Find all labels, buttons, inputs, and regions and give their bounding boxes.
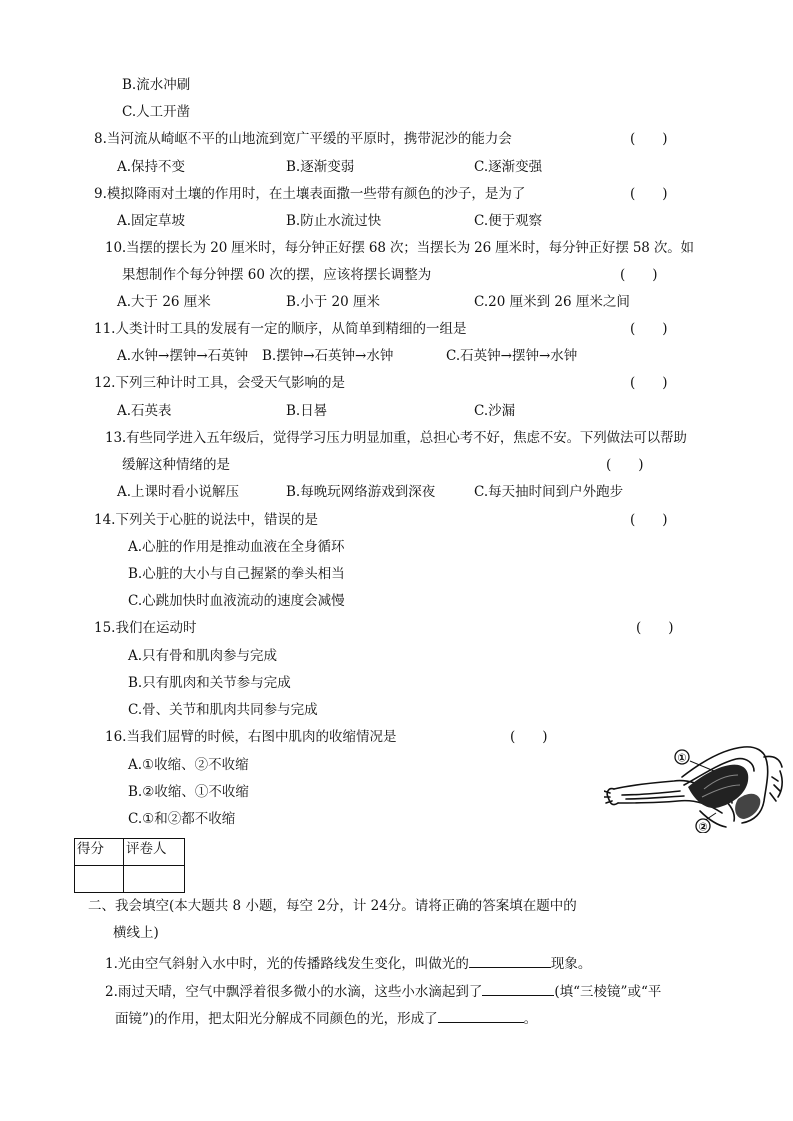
score-cell[interactable] <box>75 866 124 893</box>
q13-text: 13.有些同学进入五年级后，觉得学习压力明显加重，总担心考不好，焦虑不安。下列做法可以帮助 <box>105 430 687 446</box>
fill-q2-text-a: 2.雨过天晴，空气中飘浮着很多微小的水滴，这些小水滴起到了 <box>105 984 483 1000</box>
q16-option-b: B.②收缩、①不收缩 <box>128 784 249 800</box>
label-1: ① <box>677 751 687 765</box>
fill-q2 <box>105 982 661 1000</box>
q8-answer-paren[interactable]: ( ) <box>630 131 668 147</box>
score-header: 得分 <box>75 839 124 866</box>
q16-option-a: A.①收缩、②不收缩 <box>128 757 249 773</box>
q10-option-a: A.大于 26 厘米 <box>117 294 211 310</box>
q15-option-a: A.只有骨和肌肉参与完成 <box>128 648 278 664</box>
q10-option-b: B.小于 20 厘米 <box>286 294 380 310</box>
q15-answer-paren[interactable]: ( ) <box>636 620 674 636</box>
q15-text: 15.我们在运动时 <box>94 620 197 636</box>
q11-option-c: C.石英钟→摆钟→水钟 <box>446 348 578 364</box>
q11-option-b: B.摆钟→石英钟→水钟 <box>262 348 394 364</box>
q14-answer-paren[interactable]: ( ) <box>630 512 668 528</box>
q10-text: 10.当摆的摆长为 20 厘米时，每分钟正好摆 68 次；当摆长为 26 厘米时，每分钟正好摆 58 次。如 <box>105 240 694 256</box>
q8-text: 8.当河流从崎岖不平的山地流到宽广平缓的平原时，携带泥沙的能力会 <box>94 131 512 147</box>
q10-text-cont: 果想制作个每分钟摆 60 次的摆，应该将摆长调整为 <box>122 267 432 283</box>
q9-option-b: B.防止水流过快 <box>286 213 382 229</box>
q16-option-c: C.①和②都不收缩 <box>128 811 236 827</box>
q12-text: 12.下列三种计时工具，会受天气影响的是 <box>94 375 345 391</box>
fill-q1-blank[interactable] <box>469 954 551 968</box>
q13-text-cont: 缓解这种情绪的是 <box>122 457 230 473</box>
fill-q2-blank-2[interactable] <box>438 1009 524 1023</box>
arm-muscle-figure <box>604 741 788 833</box>
q13-option-c: C.每天抽时间到户外跑步 <box>474 484 624 500</box>
section2-heading-cont: 横线上) <box>113 925 159 941</box>
q14-option-b: B.心脏的大小与自己握紧的拳头相当 <box>128 566 345 582</box>
q11-text: 11.人类计时工具的发展有一定的顺序，从简单到精细的一组是 <box>94 321 467 337</box>
grader-header: 评卷人 <box>124 839 185 866</box>
fill-q1 <box>105 954 591 972</box>
q15-option-c: C.骨、关节和肌肉共同参与完成 <box>128 702 318 718</box>
q12-option-b: B.日晷 <box>286 403 328 419</box>
q10-answer-paren[interactable]: ( ) <box>620 267 658 283</box>
fill-q1-text-b: 现象。 <box>550 956 592 972</box>
q10-option-c: C.20 厘米到 26 厘米之间 <box>474 294 630 310</box>
q9-answer-paren[interactable]: ( ) <box>630 186 668 202</box>
fill-q2-text-c: 面镜”)的作用，把太阳光分解成不同颜色的光，形成了 <box>115 1011 438 1027</box>
fill-q2-blank-1[interactable] <box>482 982 554 996</box>
q13-answer-paren[interactable]: ( ) <box>606 457 644 473</box>
score-table <box>74 838 185 893</box>
q12-answer-paren[interactable]: ( ) <box>630 375 668 391</box>
q8-option-a: A.保持不变 <box>117 159 186 175</box>
q14-option-c: C.心跳加快时血液流动的速度会减慢 <box>128 593 345 609</box>
q9-text: 9.模拟降雨对土壤的作用时，在土壤表面撒一些带有颜色的沙子，是为了 <box>94 186 526 202</box>
q9-option-c: C.便于观察 <box>474 213 543 229</box>
section2-heading: 二、我会填空(本大题共 8 小题，每空 2分，计 24分。请将正确的答案填在题中的 <box>88 898 577 914</box>
grader-cell[interactable] <box>124 866 185 893</box>
fill-q2-text-b: (填“三棱镜”或“平 <box>554 984 662 1000</box>
q8-option-b: B.逐渐变弱 <box>286 159 355 175</box>
q12-option-a: A.石英表 <box>117 403 172 419</box>
fill-q2-text-d: 。 <box>523 1011 538 1027</box>
q16-text: 16.当我们屈臂的时候，右图中肌肉的收缩情况是 <box>105 729 397 745</box>
q14-option-a: A.心脏的作用是推动血液在全身循环 <box>128 539 345 555</box>
q12-option-c: C.沙漏 <box>474 403 516 419</box>
q13-option-b: B.每晚玩网络游戏到深夜 <box>286 484 436 500</box>
q9-option-a: A.固定草坡 <box>117 213 186 229</box>
q7-option-c: C.人工开凿 <box>122 104 191 120</box>
q16-answer-paren[interactable]: ( ) <box>510 729 548 745</box>
q13-option-a: A.上课时看小说解压 <box>117 484 240 500</box>
q11-answer-paren[interactable]: ( ) <box>630 321 668 337</box>
label-2: ② <box>698 820 708 833</box>
q11-option-a: A.水钟→摆钟→石英钟 <box>117 348 249 364</box>
fill-q1-text-a: 1.光由空气斜射入水中时，光的传播路线发生变化，叫做光的 <box>105 956 469 972</box>
q8-option-c: C.逐渐变强 <box>474 159 543 175</box>
q7-option-b: B.流水冲刷 <box>122 77 191 93</box>
fill-q2-cont <box>115 1009 537 1027</box>
q14-text: 14.下列关于心脏的说法中，错误的是 <box>94 512 318 528</box>
q15-option-b: B.只有肌肉和关节参与完成 <box>128 675 291 691</box>
